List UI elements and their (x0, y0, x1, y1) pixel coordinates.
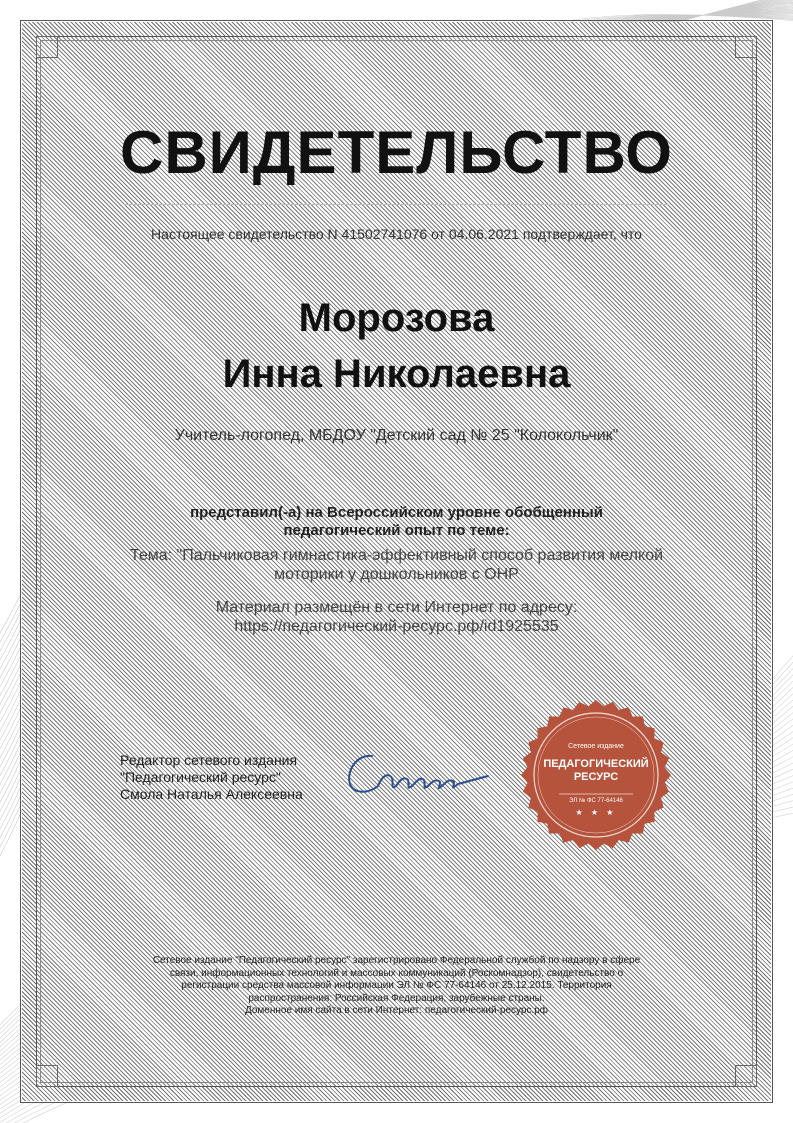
stamp-registration: ЭЛ № ФС 77-64146 (569, 798, 623, 804)
topic-line-1: Тема: "Пальчиковая гимнастика-эффективный способ развития мелкой (129, 547, 664, 564)
footer-line-4: распространения: Российская Федерация, зарубежные страны. (248, 992, 545, 1004)
certificate-number-line: Настоящее свидетельство N 41502741076 от 04.06.2021 подтверждает, что (151, 226, 642, 242)
stamp-top-text: Сетевое издание (568, 743, 624, 750)
recipient-surname: Морозова (298, 296, 495, 340)
editor-signature (342, 738, 492, 808)
publisher-stamp (521, 700, 671, 850)
stamp-name (521, 758, 671, 784)
presented-line-1: представил(-а) на Всероссийском уровне обобщенный (190, 504, 603, 521)
footer-registration-info (115, 955, 678, 1018)
title-divider (124, 204, 669, 205)
presented-line-2: педагогический опыт по теме: (283, 522, 510, 539)
recipient-given-names: Инна Николаевна (222, 352, 571, 396)
material-block (110, 598, 683, 636)
stamp-name-line-2: РЕСУРС (573, 771, 619, 783)
presented-statement (160, 504, 633, 540)
stamp-name-line-1: ПЕДАГОГИЧЕСКИЙ (543, 758, 649, 770)
material-url[interactable]: https://педагогический-ресурс.рф/id1925535 (234, 618, 559, 635)
editor-line-1: Редактор сетевого издания (120, 752, 298, 768)
topic-line-2: моторики у дошкольников с ОНР (274, 566, 519, 583)
material-label: Материал размещён в сети Интернет по адресу: (215, 599, 578, 616)
editor-block (120, 752, 303, 803)
footer-line-2: связи, информационных технологий и массовых коммуникаций (Роскомнадзор), свидетельство о (169, 967, 624, 979)
recipient-position: Учитель-логопед, МБДОУ "Детский сад № 25 "Колокольчик" (174, 427, 619, 444)
stamp-stars: ★ ★ ★ (575, 808, 617, 817)
footer-line-1: Сетевое издание "Педагогический ресурс" зарегистрировано Федеральной службой по надзору в сфере (152, 955, 641, 966)
footer-line-5: Доменное имя сайта в сети Интернет: педагогический-ресурс.рф (244, 1005, 549, 1016)
editor-line-3: Смола Наталья Алексеевна (120, 786, 303, 802)
topic-block (110, 546, 683, 584)
footer-line-3: регистрации средства массовой информации ЭЛ № ФС 77-64146 от 25.12.2015. Территория (181, 980, 612, 991)
editor-line-2: "Педагогический ресурс" (120, 769, 281, 785)
certificate-title: СВИДЕТЕЛЬСТВО (120, 119, 673, 186)
